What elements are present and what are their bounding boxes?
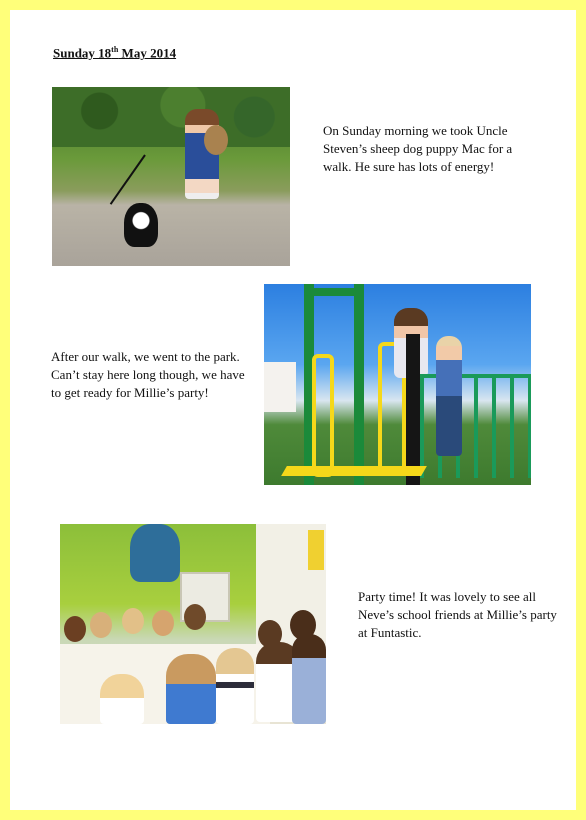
child-head xyxy=(152,610,174,636)
black-post xyxy=(406,334,420,485)
child-head xyxy=(122,608,144,634)
child-head xyxy=(184,604,206,630)
date-rest: May 2014 xyxy=(118,45,177,61)
date-suffix: th xyxy=(111,45,119,54)
hedge xyxy=(52,87,290,147)
dinosaur-mural xyxy=(130,524,180,582)
photo-party xyxy=(60,524,326,724)
page-date-heading xyxy=(53,45,176,61)
caption-party: Party time! It was lovely to see all Neve’s school friends at Millie’s party at Funtastic. xyxy=(358,589,557,640)
caption-dog-walk: On Sunday morning we took Uncle Steven’s sheep dog puppy Mac for a walk. He sure has lots of energy! xyxy=(323,123,513,174)
green-frame-right xyxy=(354,284,364,485)
scrapbook-page xyxy=(10,10,576,810)
child-head xyxy=(64,616,86,642)
yellow-base xyxy=(281,466,427,476)
adult-foreground xyxy=(292,634,326,724)
yellow-sign xyxy=(308,530,324,570)
child-foreground xyxy=(216,648,254,724)
child-head xyxy=(90,612,112,638)
teddy-bear xyxy=(204,125,228,155)
child-foreground xyxy=(166,654,216,724)
house xyxy=(264,362,296,412)
puppy-figure xyxy=(124,203,158,247)
photo-playground xyxy=(264,284,531,485)
boy-figure xyxy=(436,336,462,456)
photo-dog-walk xyxy=(52,87,290,266)
caption-park: After our walk, we went to the park. Can’t stay here long though, we have to get ready for Millie’s party! xyxy=(51,349,245,400)
yellow-handrail-left xyxy=(312,354,334,477)
leash xyxy=(110,154,146,204)
date-day: Sunday 18 xyxy=(53,45,112,61)
green-frame-top xyxy=(304,288,364,296)
child-foreground xyxy=(100,674,144,724)
